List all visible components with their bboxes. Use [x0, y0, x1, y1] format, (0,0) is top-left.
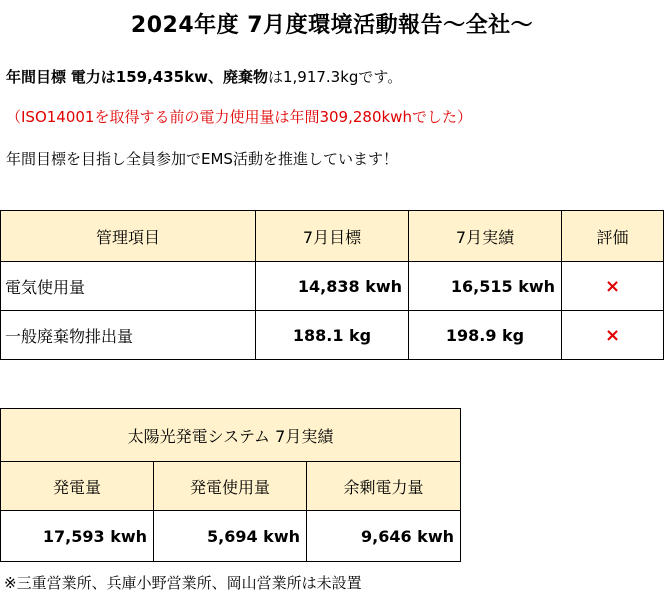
table-row	[1, 511, 461, 562]
surplus-value: 9,646 kwh	[307, 511, 461, 562]
row-target-value: 14,838 kwh	[256, 262, 409, 311]
row-evaluation-mark: ×	[562, 311, 664, 360]
activity-message: 年間目標を目指し全員参加でEMS活動を推進しています！	[6, 150, 398, 168]
annual-goal-line	[6, 66, 402, 87]
header-item: 管理項目	[1, 211, 256, 262]
header-generated: 発電量	[1, 462, 154, 511]
row-item-label: 一般廃棄物排出量	[1, 311, 256, 360]
generated-value: 17,593 kwh	[1, 511, 154, 562]
iso-note: （ISO14001を取得する前の電力使用量は年間309,280kwhでした）	[6, 108, 472, 126]
solar-table-caption: 太陽光発電システム 7月実績	[1, 409, 461, 462]
header-actual: 7月実績	[409, 211, 562, 262]
row-target-value: 188.1 kg	[256, 311, 409, 360]
header-evaluation: 評価	[562, 211, 664, 262]
header-target: 7月目標	[256, 211, 409, 262]
management-table	[0, 210, 664, 360]
row-actual-value: 16,515 kwh	[409, 262, 562, 311]
management-table-header-row	[1, 211, 664, 262]
row-actual-value: 198.9 kg	[409, 311, 562, 360]
table-row	[1, 262, 664, 311]
annual-goal-waste-label: 廃棄物	[222, 68, 268, 86]
annual-goal-electricity: 電力は159,435kw、	[70, 68, 223, 86]
annual-goal-label: 年間目標	[6, 68, 67, 86]
header-surplus: 余剰電力量	[307, 462, 461, 511]
solar-table-header-row	[1, 462, 461, 511]
used-value: 5,694 kwh	[154, 511, 307, 562]
header-used: 発電使用量	[154, 462, 307, 511]
table-row	[1, 311, 664, 360]
solar-table	[0, 408, 461, 562]
row-item-label: 電気使用量	[1, 262, 256, 311]
annual-goal-waste: は1,917.3kgです。	[267, 68, 403, 86]
row-evaluation-mark: ×	[562, 262, 664, 311]
footnote: ※三重営業所、兵庫小野営業所、岡山営業所は未設置	[4, 574, 362, 592]
page-title: 2024年度 7月度環境活動報告～全社～	[130, 13, 534, 38]
